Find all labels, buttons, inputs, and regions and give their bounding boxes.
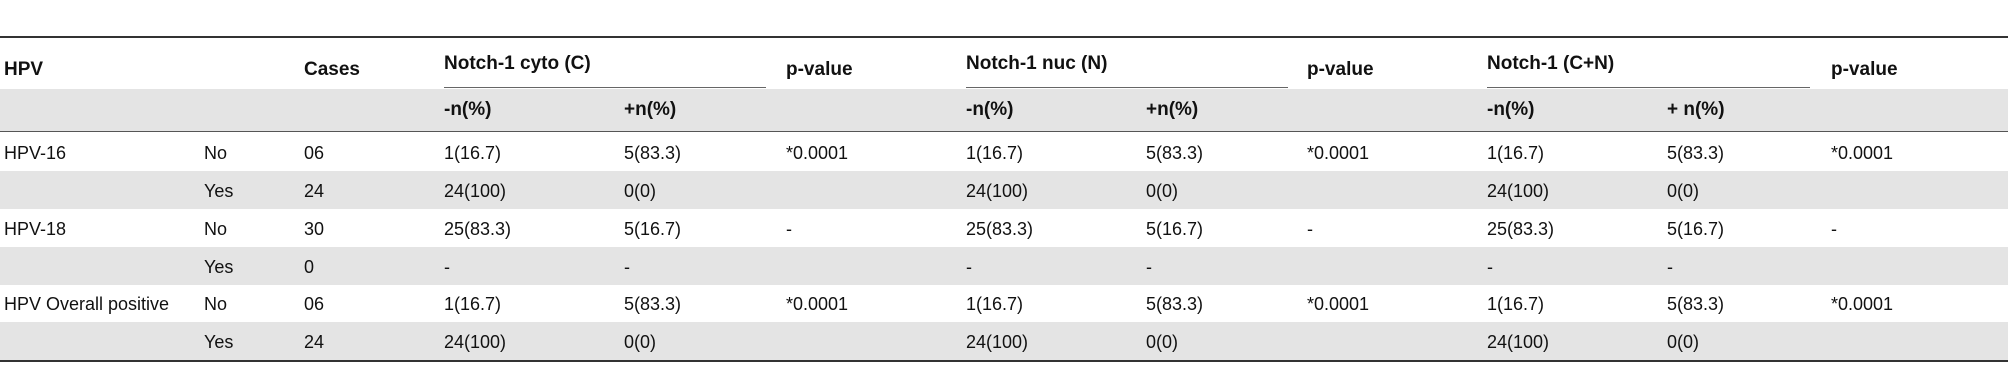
- row-status: Yes: [204, 257, 234, 277]
- cell-cn-neg: 24(100): [1487, 181, 1550, 201]
- header-pvalue-2: p-value: [1307, 59, 1374, 80]
- table-bottom-rule: [0, 360, 2008, 362]
- table-top-rule: [0, 36, 2008, 38]
- cyto-group-underline: [444, 87, 766, 88]
- cell-cn-pos: -: [1667, 257, 1673, 277]
- cell-cyto-neg: 1(16.7): [444, 143, 502, 163]
- cell-cyto-neg: 24(100): [444, 181, 507, 201]
- header-bottom-rule: [0, 131, 2008, 132]
- cell-nuc-pos: 5(16.7): [1146, 219, 1204, 239]
- header-pvalue-3: p-value: [1831, 59, 1898, 80]
- cell-cyto-pos: -: [624, 257, 630, 277]
- cell-cn-pos: 5(83.3): [1667, 294, 1725, 314]
- cell-cyto-neg: -: [444, 257, 450, 277]
- subheader-cyto-neg: -n(%): [444, 99, 492, 120]
- nuc-group-underline: [966, 87, 1288, 88]
- cell-pvalue-2: *0.0001: [1307, 294, 1370, 314]
- cell-cn-neg: 1(16.7): [1487, 143, 1545, 163]
- cell-nuc-neg: 25(83.3): [966, 219, 1034, 239]
- subheader-cn-pos: + n(%): [1667, 99, 1725, 120]
- cn-group-underline: [1487, 87, 1810, 88]
- cell-nuc-pos: -: [1146, 257, 1152, 277]
- cell-cn-neg: 1(16.7): [1487, 294, 1545, 314]
- cell-pvalue-1: *0.0001: [786, 294, 849, 314]
- cell-pvalue-1: *0.0001: [786, 143, 849, 163]
- row-status: Yes: [204, 332, 234, 352]
- cell-pvalue-2: *0.0001: [1307, 143, 1370, 163]
- header-notch-cn: Notch-1 (C+N): [1487, 53, 1615, 74]
- cell-cyto-pos: 5(83.3): [624, 294, 682, 314]
- cell-cn-neg: 24(100): [1487, 332, 1550, 352]
- cell-cn-pos: 5(16.7): [1667, 219, 1725, 239]
- row-cases: 24: [304, 332, 325, 352]
- header-cases: Cases: [304, 59, 360, 80]
- cell-cn-neg: 25(83.3): [1487, 219, 1555, 239]
- header-notch-nuc: Notch-1 nuc (N): [966, 53, 1108, 74]
- cell-nuc-pos: 0(0): [1146, 181, 1179, 201]
- cell-cn-pos: 0(0): [1667, 181, 1700, 201]
- cell-nuc-pos: 5(83.3): [1146, 294, 1204, 314]
- row-group-label: HPV-16: [4, 143, 67, 163]
- row-cases: 30: [304, 219, 325, 239]
- cell-pvalue-2: -: [1307, 219, 1313, 239]
- cell-cyto-pos: 5(83.3): [624, 143, 682, 163]
- subheader-cyto-pos: +n(%): [624, 99, 677, 120]
- cell-cyto-neg: 25(83.3): [444, 219, 512, 239]
- row-cases: 06: [304, 143, 325, 163]
- cell-cn-neg: -: [1487, 257, 1493, 277]
- row-group-label: HPV Overall positive: [4, 294, 170, 314]
- cell-cyto-neg: 1(16.7): [444, 294, 502, 314]
- cell-pvalue-3: -: [1831, 219, 1837, 239]
- cell-pvalue-1: -: [786, 219, 792, 239]
- cell-pvalue-3: *0.0001: [1831, 294, 1894, 314]
- header-hpv: HPV: [4, 59, 44, 80]
- cell-cyto-pos: 0(0): [624, 332, 657, 352]
- row-status: No: [204, 143, 228, 163]
- subheader-cn-neg: -n(%): [1487, 99, 1535, 120]
- row-group-label: HPV-18: [4, 219, 67, 239]
- row-cases: 0: [304, 257, 315, 277]
- subheader-nuc-neg: -n(%): [966, 99, 1014, 120]
- header-notch-cyto: Notch-1 cyto (C): [444, 53, 591, 74]
- cell-cn-pos: 5(83.3): [1667, 143, 1725, 163]
- cell-nuc-neg: -: [966, 257, 972, 277]
- cell-nuc-pos: 0(0): [1146, 332, 1179, 352]
- row-cases: 24: [304, 181, 325, 201]
- cell-cyto-pos: 0(0): [624, 181, 657, 201]
- cell-nuc-pos: 5(83.3): [1146, 143, 1204, 163]
- cell-cyto-neg: 24(100): [444, 332, 507, 352]
- cell-nuc-neg: 1(16.7): [966, 143, 1024, 163]
- row-band: [0, 247, 2008, 285]
- subheader-nuc-pos: +n(%): [1146, 99, 1199, 120]
- row-cases: 06: [304, 294, 325, 314]
- cell-nuc-neg: 1(16.7): [966, 294, 1024, 314]
- row-status: No: [204, 294, 228, 314]
- cell-cn-pos: 0(0): [1667, 332, 1700, 352]
- cell-pvalue-3: *0.0001: [1831, 143, 1894, 163]
- row-status: No: [204, 219, 228, 239]
- cell-nuc-neg: 24(100): [966, 181, 1029, 201]
- header-pvalue-1: p-value: [786, 59, 853, 80]
- cell-nuc-neg: 24(100): [966, 332, 1029, 352]
- cell-cyto-pos: 5(16.7): [624, 219, 682, 239]
- row-status: Yes: [204, 181, 234, 201]
